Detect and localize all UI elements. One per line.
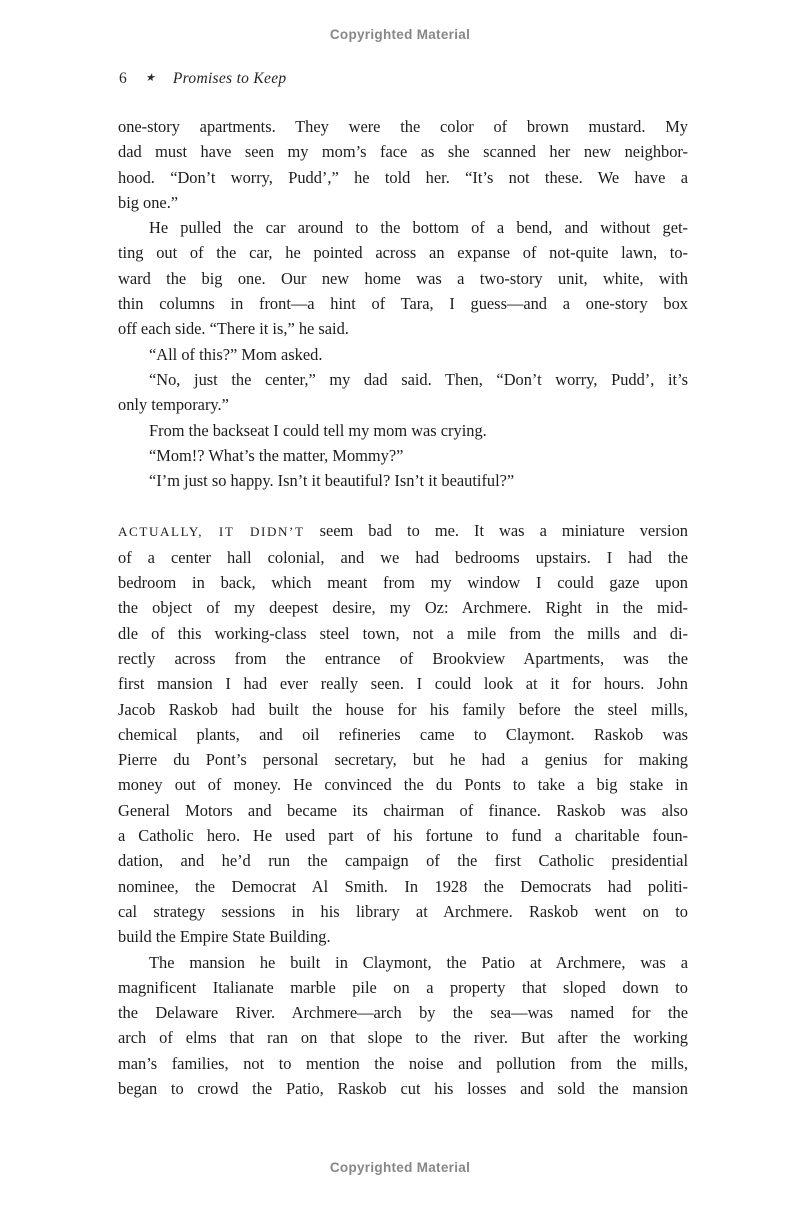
body-text-line: ting out of the car, he pointed across an expanse of not-quite lawn, to-	[118, 243, 688, 263]
body-text-line: first mansion I had ever really seen. I could look at it for hours. John	[118, 674, 688, 694]
copyright-notice-bottom: Copyrighted Material	[329, 1160, 471, 1175]
body-text-line: magnificent Italianate marble pile on a property that sloped down to	[118, 977, 688, 997]
body-text-line: ward the big one. Our new home was a two-story unit, white, with	[118, 268, 688, 288]
paragraph	[118, 114, 688, 215]
body-text-line: build the Empire State Building.	[118, 927, 331, 947]
body-text-line: bedroom in back, which meant from my window I could gaze upon	[118, 573, 688, 593]
paragraph	[118, 418, 688, 443]
body-text-line: dle of this working-class steel town, not a mile from the mills and di-	[118, 623, 688, 643]
body-text-line: only temporary.”	[118, 395, 229, 415]
body-text-line: General Motors and became its chairman of finance. Raskob was also	[118, 800, 688, 820]
body-text-line: chemical plants, and oil refineries came to Claymont. Raskob was	[118, 724, 688, 744]
body-text-line: ACTUALLY, IT DIDN’T seem bad to me. It was a miniature version	[118, 521, 688, 541]
body-text-line: big one.”	[118, 192, 179, 212]
body-text-line: dation, and he’d run the campaign of the first Catholic presidential	[118, 851, 688, 871]
body-text-line: off each side. “There it is,” he said.	[118, 319, 349, 339]
body-text-line: of a center hall colonial, and we had bedrooms upstairs. I had the	[118, 547, 688, 567]
body-text-line: thin columns in front—a hint of Tara, I guess—and a one-story box	[118, 294, 688, 314]
page-body-text	[118, 114, 688, 1101]
copyright-notice-top: Copyrighted Material	[329, 27, 471, 42]
star-icon: ★	[144, 72, 158, 84]
body-text-line: Pierre du Pont’s personal secretary, but he had a genius for making	[118, 750, 688, 770]
paragraph	[118, 342, 688, 367]
paragraph	[118, 518, 688, 949]
body-text-line: “I’m just so happy. Isn’t it beautiful? Isn’t it beautiful?”	[149, 471, 515, 491]
running-title: Promises to Keep	[172, 70, 287, 87]
body-text-line: hood. “Don’t worry, Pudd’,” he told her. “It’s not these. We have a	[118, 167, 688, 187]
page-number: 6	[119, 70, 128, 87]
paragraph	[118, 950, 688, 1102]
body-text-line: rectly across from the entrance of Brookview Apartments, was the	[118, 648, 688, 668]
body-text-line: The mansion he built in Claymont, the Patio at Archmere, was a	[149, 952, 688, 972]
body-text-line: one-story apartments. They were the color of brown mustard. My	[118, 117, 688, 136]
paragraph	[118, 215, 688, 341]
body-text-line: Jacob Raskob had built the house for his family before the steel mills,	[118, 699, 688, 719]
body-text-line: arch of elms that ran on that slope to the river. But after the working	[118, 1028, 688, 1048]
paragraph	[118, 468, 688, 493]
paragraph	[118, 443, 688, 468]
body-text-line: “All of this?” Mom asked.	[149, 344, 323, 364]
body-text-line: cal strategy sessions in his library at Archmere. Raskob went on to	[118, 901, 688, 921]
body-text-line: “Mom!? What’s the matter, Mommy?”	[149, 445, 404, 465]
body-text-line: dad must have seen my mom’s face as she scanned her new neighbor-	[118, 142, 688, 162]
body-text-line: nominee, the Democrat Al Smith. In 1928 the Democrats had politi-	[118, 876, 688, 896]
body-text-line: a Catholic hero. He used part of his fortune to fund a charitable foun-	[118, 826, 688, 846]
body-text-line: the object of my deepest desire, my Oz: Archmere. Right in the mid-	[118, 598, 688, 618]
body-text-line: “No, just the center,” my dad said. Then, “Don’t worry, Pudd’, it’s	[149, 369, 688, 389]
body-text-line: man’s families, not to mention the noise and pollution from the mills,	[118, 1053, 688, 1073]
body-text-line: money out of money. He convinced the du Ponts to take a big stake in	[118, 775, 688, 795]
body-text-line: From the backseat I could tell my mom was crying.	[149, 420, 487, 440]
paragraph	[118, 367, 688, 418]
body-text-line: the Delaware River. Archmere—arch by the sea—was named for the	[118, 1003, 688, 1023]
smallcaps-lead: ACTUALLY, IT DIDN’T	[118, 524, 305, 540]
body-text-line: He pulled the car around to the bottom of a bend, and without get-	[149, 218, 688, 238]
body-text-line: began to crowd the Patio, Raskob cut his losses and sold the mansion	[118, 1078, 688, 1098]
running-head	[119, 70, 286, 88]
